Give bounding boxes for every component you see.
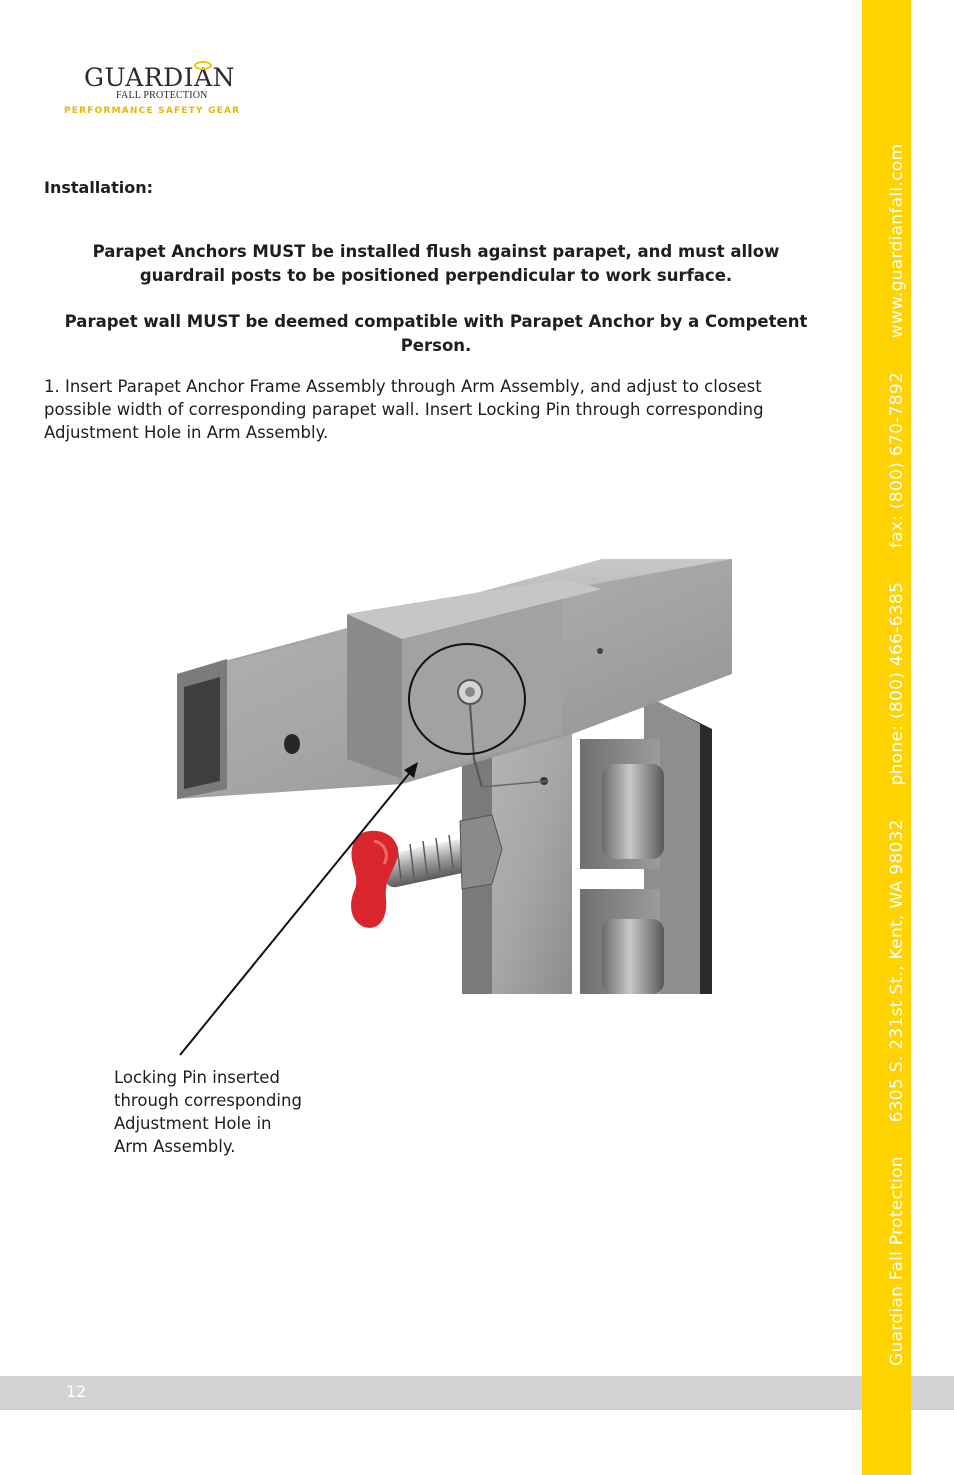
side-contact-text (887, 116, 907, 1366)
callout-line-3: Adjustment Hole in (114, 1114, 272, 1133)
parapet-anchor-photo (152, 559, 732, 994)
company-phone: phone: (800) 466-6385 (887, 581, 907, 786)
warning-line-1: Parapet Anchors MUST be installed flush against parapet, and must allow (92, 242, 780, 261)
callout-line-4: Arm Assembly. (114, 1137, 236, 1156)
company-address: 6305 S. 231st St., Kent, WA 98032 (887, 819, 907, 1123)
section-heading: Installation: (44, 178, 153, 197)
logo-halo-icon (194, 61, 212, 70)
callout-line-1: Locking Pin inserted (114, 1068, 280, 1087)
footer-bar-extension (911, 1376, 954, 1410)
logo-brand: GUARDIAN (84, 63, 235, 92)
company-fax: fax: (800) 670-7892 (887, 371, 907, 549)
company-logo (62, 63, 241, 124)
warning-line-2: guardrail posts to be positioned perpendicular to work surface. (139, 266, 733, 285)
logo-tagline: PERFORMANCE SAFETY GEAR (64, 106, 241, 116)
footer-bar (0, 1376, 862, 1410)
page-number: 12 (66, 1382, 87, 1401)
installation-step-1: 1. Insert Parapet Anchor Frame Assembly through Arm Assembly, and adjust to closest possible width of corresponding parapet wall. Insert Locking Pin through corresponding Adjustment Hole in Arm Assembly. (44, 377, 764, 442)
warning-flush-install (44, 240, 828, 288)
company-website[interactable]: www.guardianfall.com (887, 143, 907, 339)
warning-competent-person: Parapet wall MUST be deemed compatible with Parapet Anchor by a Competent Person. (64, 312, 808, 355)
company-name: Guardian Fall Protection (887, 1156, 907, 1366)
logo-subtitle: FALL PROTECTION (116, 90, 208, 101)
locking-pin-callout (114, 1066, 314, 1158)
callout-line-2: through corresponding (114, 1091, 302, 1110)
